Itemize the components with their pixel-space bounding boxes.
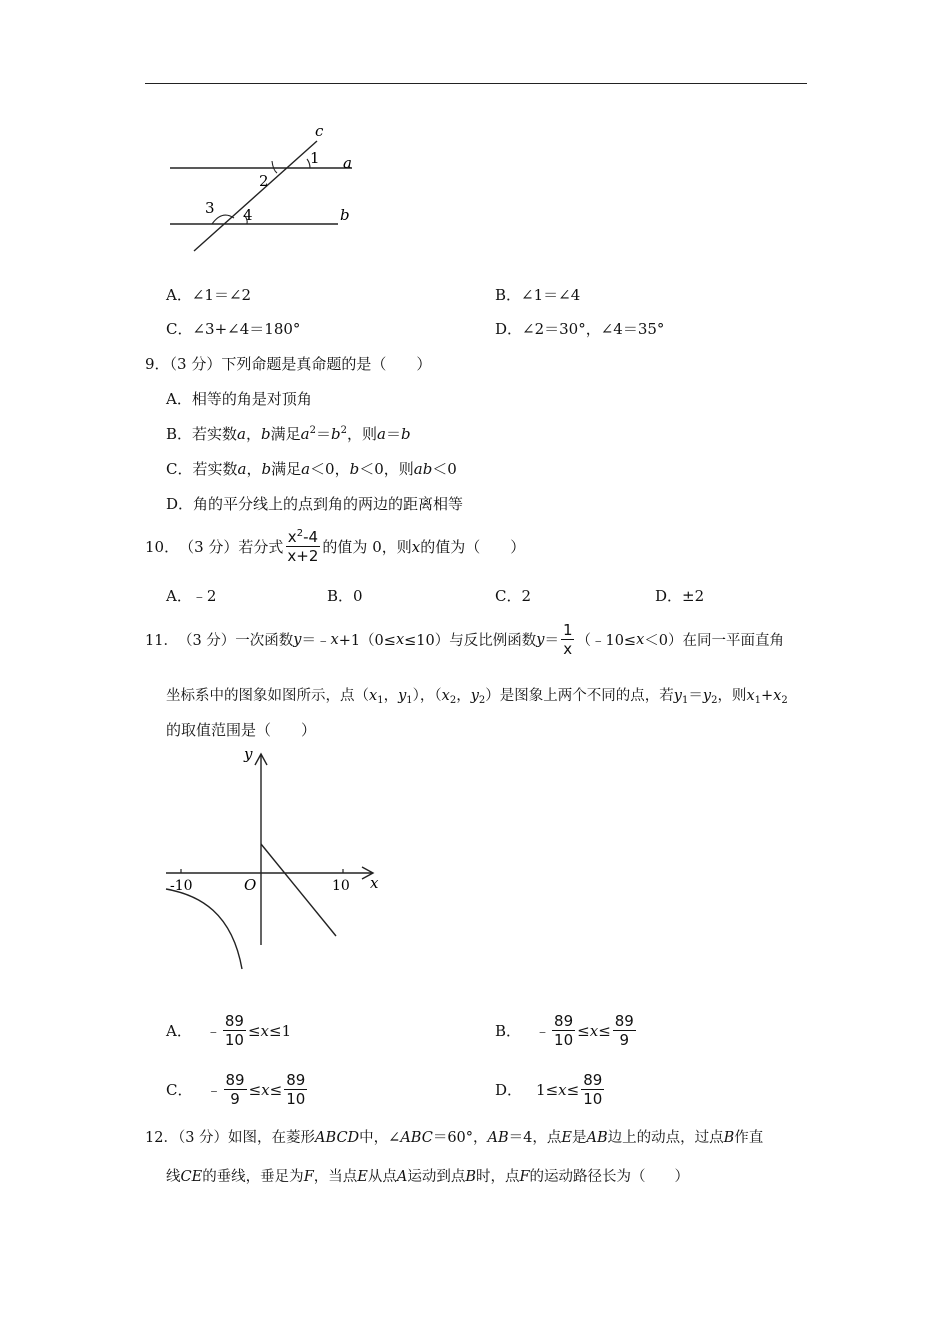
- q12-stem-line2: 线CE的垂线，垂足为F，当点E从点A运动到点B时，点F的运动路径长为（ ）: [166, 1169, 690, 1185]
- q11-stem-line3: 的取值范围是（ ）: [166, 721, 317, 739]
- q11-option-c[interactable]: C． ﹣ $\frac{89}{9}$ ≤ x ≤ $\frac{89}{10}$: [166, 1071, 306, 1108]
- q9-stem: 9．（3 分）下列命题是真命题的是（ ）: [145, 355, 432, 373]
- angle-2-arc: [272, 161, 277, 173]
- q11-stem-line1: 11． （3 分） 一次函数 y ＝﹣ x +1（0≤ x ≤10）与反比例函数 y ＝ $\frac{1}{x}$ （﹣10≤ x ＜0）在同一平面直角: [145, 621, 785, 658]
- label-b: b: [340, 206, 350, 224]
- q9-option-d[interactable]: D．角的平分线上的点到角的两边的距离相等: [166, 495, 464, 513]
- axis-y-label: y: [244, 745, 253, 763]
- label-4: 4: [243, 206, 253, 224]
- inverse-function: [166, 889, 242, 969]
- q11-option-a[interactable]: A． ﹣ $\frac{89}{10}$ ≤ x ≤1: [166, 1012, 292, 1049]
- q11-option-d[interactable]: D． 1≤ x ≤ $\frac{89}{10}$: [495, 1071, 603, 1108]
- tick-neg-label: -10: [170, 878, 193, 894]
- q10-stem: 10． （3 分） 若分式 $\frac{x^2-4}{x+2}$ 的值为 0，则 x 的值为（ ）: [145, 528, 526, 565]
- q11-stem-line2: 坐标系中的图象如图所示，点（$x_1$，$y_1$），（$x_2$，$y_2$）是图象上两个不同的点，若$y_1=y_2$，则$x_1+x_2$: [166, 688, 788, 706]
- linear-function: [261, 844, 336, 936]
- q8-option-a[interactable]: A．∠1＝∠2: [166, 286, 252, 304]
- q10-option-b[interactable]: B．0: [327, 587, 363, 605]
- label-c: c: [315, 122, 324, 140]
- line-c: [194, 141, 317, 251]
- axis-x-label: x: [370, 874, 379, 892]
- parallel-lines-figure: [160, 118, 370, 268]
- q11-option-b[interactable]: B． ﹣ $\frac{89}{10}$ ≤ x ≤ $\frac{89}{9}$: [495, 1012, 634, 1049]
- q8-option-b[interactable]: B．∠1＝∠4: [495, 286, 581, 304]
- q11-function-graph: [160, 745, 390, 977]
- q10-option-c[interactable]: C．2: [495, 587, 532, 605]
- q9-option-c[interactable]: C．若实数a，b满足a＜0，b＜0，则ab＜0: [166, 460, 457, 478]
- label-3: 3: [205, 199, 215, 217]
- origin-label: O: [244, 876, 257, 894]
- q10-fraction: $\frac{x^2-4}{x+2}$: [287, 528, 319, 565]
- label-2: 2: [259, 172, 269, 190]
- q10-option-a[interactable]: A．﹣2: [166, 587, 217, 605]
- q9-option-a[interactable]: A．相等的角是对顶角: [166, 390, 312, 408]
- q11-fraction: $\frac{1}{x}$: [562, 621, 573, 658]
- q8-option-c[interactable]: C．∠3+∠4＝180°: [166, 320, 301, 338]
- label-a: a: [343, 154, 352, 172]
- tick-pos-label: 10: [332, 878, 350, 894]
- label-1: 1: [310, 149, 320, 167]
- angle-3-arc: [212, 215, 234, 224]
- q8-option-d[interactable]: D．∠2＝30°，∠4＝35°: [495, 320, 665, 338]
- q12-stem-line1: 12．（3 分）如图，在菱形ABCD中，∠ABC＝60°，AB＝4，点E是AB边上的动点，过点B作直: [145, 1130, 764, 1146]
- header-rule: [145, 83, 807, 84]
- q9-option-b[interactable]: B．若实数a，b满足$a^2=b^2$，则a＝b: [166, 425, 411, 443]
- q10-option-d[interactable]: D．±2: [655, 587, 705, 605]
